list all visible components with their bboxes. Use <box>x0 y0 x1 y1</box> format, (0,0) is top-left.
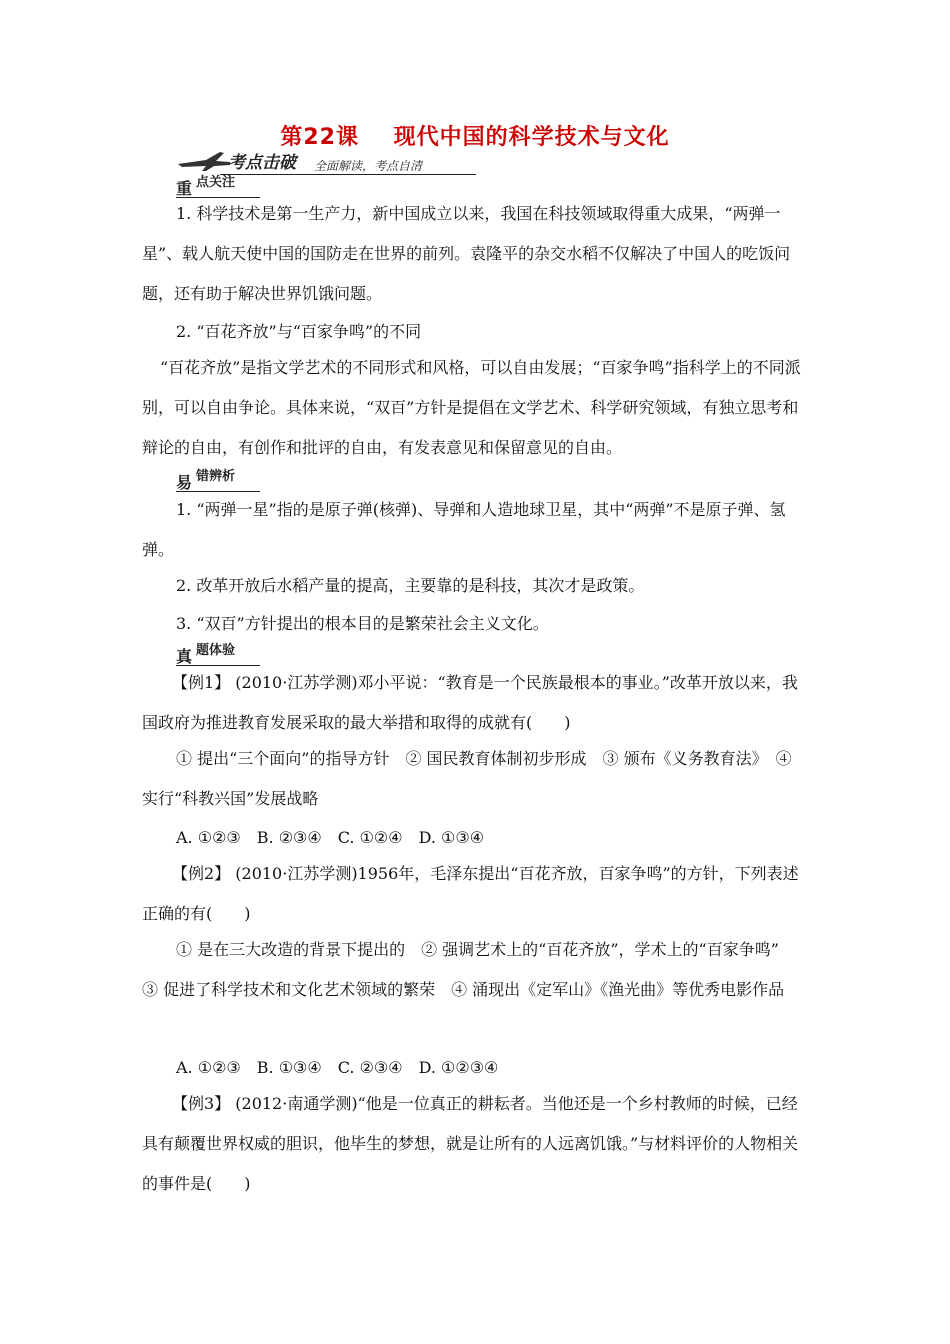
tag-big-char: 重 <box>176 179 193 198</box>
plane-icon <box>176 150 232 172</box>
tag-small-text: 错辨析 <box>196 469 236 484</box>
error-paragraph-3: 3. “双百”方针提出的根本目的是繁荣社会主义文化。 <box>176 614 549 633</box>
example-1-stem: 【例1】 (2010·江苏学测)邓小平说：“教育是一个民族最根本的事业。”改革开放以来，我国政府为推进教育发展采取的最大举措和取得的成就有( ) <box>142 673 798 732</box>
example-1-options: A. ①②③ B. ②③④ C. ①②④ D. ①③④ <box>176 828 485 847</box>
tag-big-char: 易 <box>176 473 193 492</box>
focus-paragraph-3: “百花齐放”是指文学艺术的不同形式和风格，可以自由发展；“百家争鸣”指科学上的不同派别，可以自由争论。具体来说，“双百”方针是提倡在文学艺术、科学研究领域，有独立思考和辩论的自由，有创作和批评的自由，有发表意见和保留意见的自由。 <box>142 358 801 457</box>
example-2-options: A. ①②③ B. ①③④ C. ②③④ D. ①②③④ <box>176 1058 499 1077</box>
example-3-stem: 【例3】 (2012·南通学测)“他是一位真正的耕耘者。当他还是一个乡村教师的时候，已经具有颠覆世界权威的胆识，他毕生的梦想，就是让所有的人远离饥饿。”与材料评价的人物相关的事件是( ) <box>142 1094 799 1193</box>
tag-small-text: 题体验 <box>196 643 236 658</box>
tag-small-text: 点关注 <box>196 175 236 190</box>
banner-rule <box>220 174 476 175</box>
example-1-items: ① 提出“三个面向”的指导方针 ② 国民教育体制初步形成 ③ 颁布《义务教育法》 ④ 实行“科教兴国”发展战略 <box>142 749 792 808</box>
lesson-title: 第22课 现代中国的科学技术与文化 <box>280 125 670 150</box>
error-paragraph-2: 2. 改革开放后水稻产量的提高，主要靠的是科技，其次才是政策。 <box>176 576 645 595</box>
example-2-items: ① 是在三大改造的背景下提出的 ② 强调艺术上的“百花齐放”，学术上的“百家争鸣” ③ 促进了科学技术和文化艺术领域的繁荣 ④ 涌现出《定军山》《渔光曲》等优秀电影作品 <box>142 940 795 999</box>
focus-paragraph-2: 2. “百花齐放”与“百家争鸣”的不同 <box>176 322 422 341</box>
tag-big-char: 真 <box>176 647 193 666</box>
example-2-stem: 【例2】 (2010·江苏学测)1956年，毛泽东提出“百花齐放，百家争鸣”的方针，下列表述正确的有( ) <box>142 864 799 923</box>
banner-title: 考点击破 <box>228 153 296 173</box>
error-paragraph-1: 1. “两弹一星”指的是原子弹(核弹)、导弹和人造地球卫星，其中“两弹”不是原子弹、氢弹。 <box>142 500 786 559</box>
focus-paragraph-1: 1. 科学技术是第一生产力，新中国成立以来，我国在科技领域取得重大成果，“两弹一星”、载人航天使中国的国防走在世界的前列。袁隆平的杂交水稻不仅解决了中国人的吃饭问题，还有助于解决世界饥饿问题。 <box>142 204 791 303</box>
banner-subtitle: 全面解读，考点自清 <box>314 159 423 173</box>
